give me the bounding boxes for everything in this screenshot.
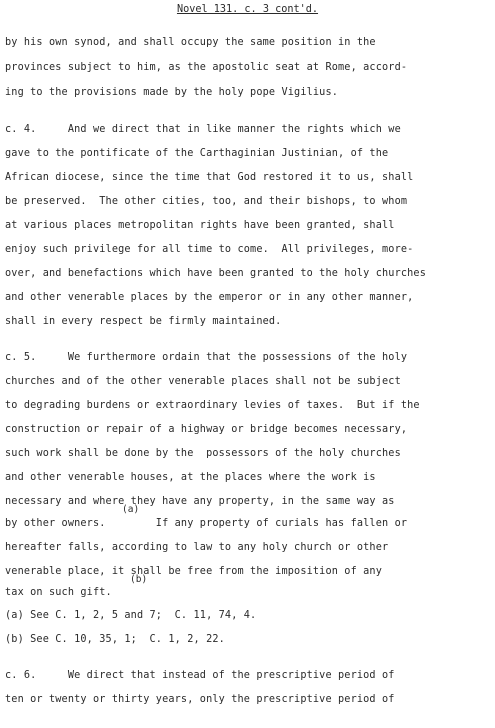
text-line: over, and benefactions which have been granted to the holy churches — [5, 268, 426, 279]
text-line: at various places metropolitan rights have been granted, shall — [5, 220, 395, 231]
text-line: and other venerable places by the emperor or in any other manner, — [5, 292, 414, 303]
text-line: to degrading burdens or extraordinary levies of taxes. But if the — [5, 400, 420, 411]
text-line: enjoy such privilege for all time to come. All privileges, more- — [5, 244, 414, 255]
section-c4-line: c. 4. And we direct that in like manner the rights which we — [5, 124, 401, 135]
text-line: and other venerable houses, at the places where the work is — [5, 472, 376, 483]
text-line: by other owners. If any property of curials has fallen or — [5, 518, 408, 529]
text-line: such work shall be done by the possessors of the holy churches — [5, 448, 401, 459]
footnote-b: (b) See C. 10, 35, 1; C. 1, 2, 22. — [5, 634, 225, 645]
footnote-a: (a) See C. 1, 2, 5 and 7; C. 11, 74, 4. — [5, 610, 257, 621]
section-c6-line: c. 6. We direct that instead of the prescriptive period of — [5, 670, 395, 681]
text-line: gave to the pontificate of the Carthaginian Justinian, of the — [5, 148, 389, 159]
page-title: Novel 131. c. 3 cont'd. — [176, 4, 319, 15]
text-line: be preserved. The other cities, too, and their bishops, to whom — [5, 196, 408, 207]
text-line: necessary and where they have any property, in the same way as — [5, 496, 395, 507]
text-line: venerable place, it shall be free from the imposition of any — [5, 566, 383, 577]
footnote-mark-a: (a) — [122, 504, 140, 515]
text-line: tax on such gift. — [5, 587, 112, 598]
text-line: by his own synod, and shall occupy the same position in the — [5, 37, 376, 48]
text-line: hereafter falls, according to law to any holy church or other — [5, 542, 389, 553]
section-c5-line: c. 5. We furthermore ordain that the possessions of the holy — [5, 352, 408, 363]
text-line: African diocese, since the time that God restored it to us, shall — [5, 172, 414, 183]
text-line: ten or twenty or thirty years, only the prescriptive period of — [5, 694, 395, 705]
text-line: ing to the provisions made by the holy pope Vigilius. — [5, 87, 339, 98]
text-line: churches and of the other venerable places shall not be subject — [5, 376, 401, 387]
text-line: shall in every respect be firmly maintained. — [5, 316, 282, 327]
footnote-mark-b: (b) — [130, 574, 148, 585]
text-line: provinces subject to him, as the apostolic seat at Rome, accord- — [5, 62, 408, 73]
text-line: construction or repair of a highway or bridge becomes necessary, — [5, 424, 408, 435]
